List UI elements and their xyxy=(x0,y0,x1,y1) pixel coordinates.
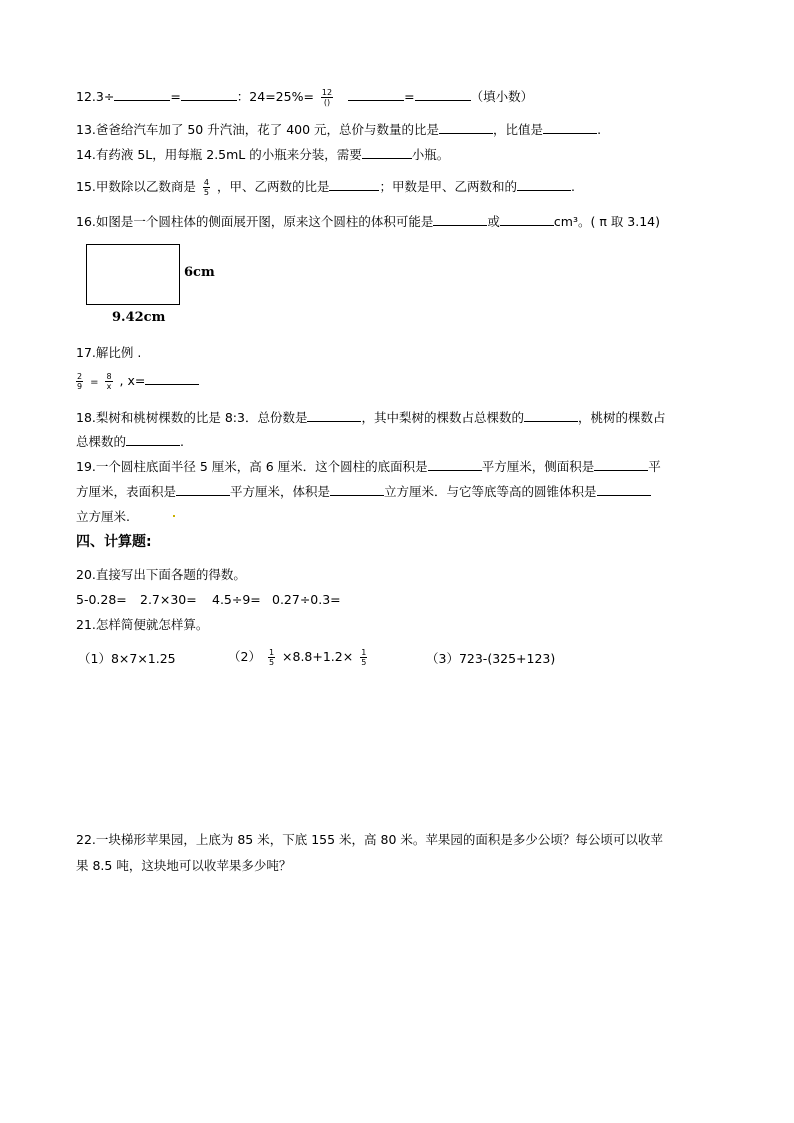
q21-fraction-2-numerator: 1 xyxy=(361,648,367,657)
q13-text-b: ，比值是 xyxy=(493,122,544,137)
q21-part-1: （1）8×7×1.25 xyxy=(78,651,176,666)
q21-fraction-1 xyxy=(268,648,275,667)
q15-text-b: ，甲、乙两数的比是 xyxy=(216,179,330,194)
q21-part-2-label: （2） xyxy=(228,649,261,664)
question-19-line-3: 立方厘米. xyxy=(76,509,130,524)
q19-text-e: 平方厘米，体积是 xyxy=(230,484,331,499)
q12-blank-4[interactable] xyxy=(415,88,471,101)
q18-blank-1[interactable] xyxy=(307,409,361,422)
figure-height-label: 6cm xyxy=(184,265,215,280)
q17-fraction-2 xyxy=(105,372,112,391)
q13-text: 13.爸爸给汽车加了 50 升汽油，花了 400 元，总价与数量的比是 xyxy=(76,122,440,137)
question-17-equation xyxy=(76,372,199,392)
q18-blank-2[interactable] xyxy=(524,409,578,422)
question-22-line-2: 果 8.5 吨，这块地可以收苹果多少吨？ xyxy=(76,858,292,873)
q15-text: 15.甲数除以乙数商是 xyxy=(76,179,196,194)
q16-unit: cm³。( π 取 3.14) xyxy=(553,214,660,229)
q17-fraction-1-denominator: 9 xyxy=(77,382,83,391)
question-19-line-2 xyxy=(76,483,651,501)
q15-text-c: ；甲数是甲、乙两数和的 xyxy=(379,179,517,194)
q12-blank-3[interactable] xyxy=(348,88,404,101)
q19-blank-5[interactable] xyxy=(597,483,651,496)
question-19-line-1 xyxy=(76,458,661,476)
q12-fraction-numerator: 12 xyxy=(321,88,333,97)
q21-part-2-expr: ×8.8+1.2× xyxy=(282,649,354,664)
q19-text: 19.一个圆柱底面半径 5 厘米，高 6 厘米．这个圆柱的底面积是 xyxy=(76,459,428,474)
q19-blank-4[interactable] xyxy=(330,483,384,496)
question-21-title: 21.怎样简便就怎样算。 xyxy=(76,617,209,632)
q13-blank-2[interactable] xyxy=(543,121,597,134)
q13-blank-1[interactable] xyxy=(439,121,493,134)
q21-fraction-1-denominator: 5 xyxy=(268,658,275,667)
q21-fraction-2-denominator: 5 xyxy=(361,658,367,667)
q21-fraction-1-numerator: 1 xyxy=(268,648,275,657)
q12-blank-1[interactable] xyxy=(114,88,170,101)
q18-text: 18.梨树和桃树棵数的比是 8:3．总份数是 xyxy=(76,410,308,425)
q12-equals-2: = xyxy=(404,89,415,104)
figure-width-label: 9.42cm xyxy=(112,310,166,325)
q18-period: . xyxy=(180,434,184,449)
question-22-line-1: 22.一块梯形苹果园，上底为 85 米，下底 155 米，高 80 米。苹果园的面积是多少公顷？每公顷可以收苹 xyxy=(76,832,663,847)
q15-period: . xyxy=(570,179,575,194)
q15-fraction-numerator: 4 xyxy=(203,178,209,187)
q21-fraction-2 xyxy=(360,648,367,667)
q12-blank-2[interactable] xyxy=(181,88,237,101)
question-14 xyxy=(76,146,449,164)
q15-blank-1[interactable] xyxy=(329,178,379,191)
q21-part-3: （3）723-(325+123) xyxy=(426,651,556,666)
q20-item-3: 4.5÷9= xyxy=(212,592,261,607)
question-12 xyxy=(76,88,533,107)
q21-part-2 xyxy=(228,648,370,667)
q17-fraction-1 xyxy=(76,372,83,391)
question-20-title: 20.直接写出下面各题的得数。 xyxy=(76,567,246,582)
q20-item-2: 2.7×30= xyxy=(140,592,197,607)
q19-blank-1[interactable] xyxy=(428,458,482,471)
q19-blank-3[interactable] xyxy=(176,483,230,496)
question-20-items xyxy=(76,591,341,609)
question-13 xyxy=(76,121,601,139)
q14-text: 14.有药液 5L，用每瓶 2.5mL 的小瓶来分装，需要 xyxy=(76,147,362,162)
question-15 xyxy=(76,178,575,197)
q18-text-b: ，其中梨树的棵数占总棵数的 xyxy=(361,410,524,425)
q16-or: 或 xyxy=(487,214,500,229)
q15-fraction xyxy=(203,178,210,197)
question-18-line-2 xyxy=(76,433,184,451)
q18-text-d: 总棵数的 xyxy=(76,434,127,449)
q15-blank-2[interactable] xyxy=(517,178,571,191)
q15-fraction-denominator: 5 xyxy=(203,188,209,197)
q12-fraction-denominator: () xyxy=(323,98,331,107)
q17-blank[interactable] xyxy=(145,372,199,385)
q18-blank-3[interactable] xyxy=(126,433,180,446)
q12-text: 12.3÷ xyxy=(76,89,115,104)
question-16 xyxy=(76,213,660,231)
question-18-line-1 xyxy=(76,409,666,427)
q19-text-d: 方厘米，表面积是 xyxy=(76,484,177,499)
q12-note: （填小数） xyxy=(470,89,534,104)
q19-text-f: 立方厘米．与它等底等高的圆锥体积是 xyxy=(384,484,597,499)
q13-period: . xyxy=(597,122,602,137)
q14-text-b: 小瓶。 xyxy=(411,147,450,162)
q16-blank-2[interactable] xyxy=(500,213,554,226)
q19-text-b: 平方厘米，侧面积是 xyxy=(481,459,595,474)
q17-fraction-2-denominator: x xyxy=(106,382,112,391)
q17-fraction-1-numerator: 2 xyxy=(77,372,83,381)
q12-equals: = xyxy=(170,89,181,104)
q19-blank-2[interactable] xyxy=(594,458,648,471)
q20-item-4: 0.27÷0.3= xyxy=(272,592,341,607)
q16-blank-1[interactable] xyxy=(433,213,487,226)
q12-fraction xyxy=(321,88,333,107)
q20-item-1: 5-0.28= xyxy=(76,592,127,607)
question-17-title: 17.解比例 . xyxy=(76,345,142,360)
stray-dot xyxy=(173,515,175,517)
q17-equals: = xyxy=(90,377,99,388)
q19-text-c: 平 xyxy=(648,459,661,474)
q12-ratio-text: ：24=25%= xyxy=(236,89,314,104)
q18-text-c: ，桃树的棵数占 xyxy=(578,410,666,425)
q16-text: 16.如图是一个圆柱体的侧面展开图，原来这个圆柱的体积可能是 xyxy=(76,214,434,229)
q14-blank[interactable] xyxy=(362,146,412,159)
section-4-heading: 四、计算题: xyxy=(76,534,152,550)
q17-x-label: , x= xyxy=(119,373,146,388)
q17-fraction-2-numerator: 8 xyxy=(106,372,112,381)
cylinder-net-rectangle xyxy=(86,244,180,305)
